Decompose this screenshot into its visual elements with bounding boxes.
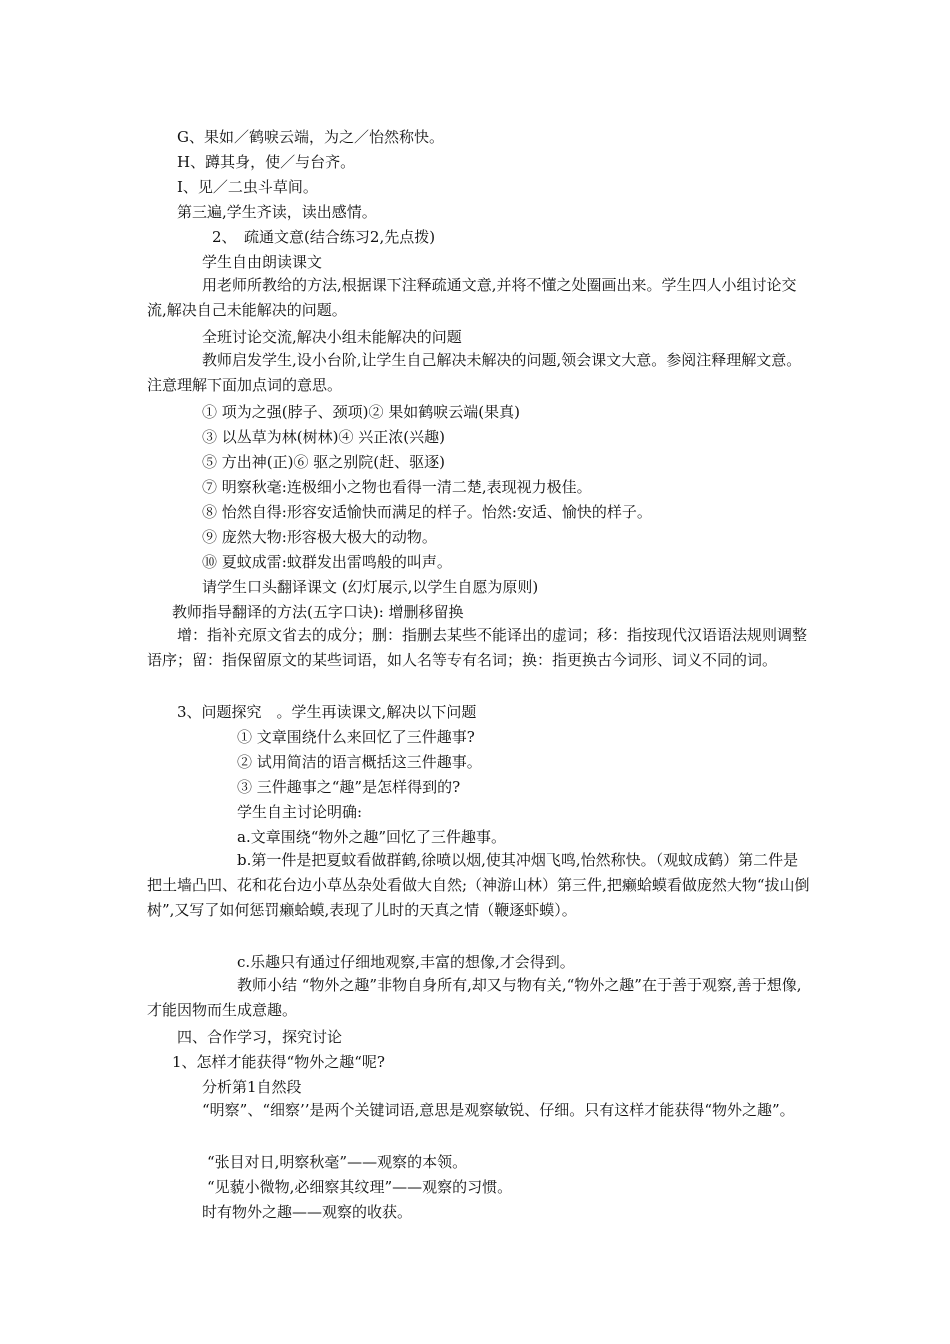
question-item: ③ 三件趣事之“趣”是怎样得到的? <box>237 778 461 796</box>
text-line: G、果如／鹤唳云端，为之／怡然称快。 <box>177 128 444 146</box>
list-item: ⑦ 明察秋毫:连极细小之物也看得一清二楚,表现视力极佳。 <box>202 478 592 496</box>
question-item: ① 文章围绕什么来回忆了三件趣事? <box>237 728 475 746</box>
text-line: 时有物外之趣——观察的收获。 <box>202 1203 413 1221</box>
question-item: ② 试用简洁的语言概括这三件趣事。 <box>237 753 482 771</box>
paragraph: 用老师所教给的方法,根据课下注释疏通文意,并将不懂之处圈画出来。学生四人小组讨论交流,解决自己未能解决的问题。 <box>147 276 797 319</box>
text-line: 教师指导翻译的方法(五字口诀): 增删移留换 <box>172 603 464 621</box>
paragraph: 增：指补充原文省去的成分；删：指删去某些不能译出的虚词；移：指按现代汉语语法规则调整语序；留：指保留原文的某些词语，如人名等专有名词；换：指更换古今词形、词义不同的词。 <box>147 626 808 669</box>
list-item: ⑩ 夏蚊成雷:蚊群发出雷鸣般的叫声。 <box>202 553 452 571</box>
paragraph: 教师启发学生,设小台阶,让学生自己解决未解决的问题,领会课文大意。参阅注释理解文意。注意理解下面加点词的意思。 <box>147 351 802 394</box>
text-line: “张目对日,明察秋毫”——观察的本领。 <box>207 1153 468 1171</box>
text-line: 请学生口头翻译课文 (幻灯展示,以学生自愿为原则) <box>202 578 539 596</box>
list-item: ③ 以丛草为林(树林)④ 兴正浓(兴趣) <box>202 428 445 446</box>
text-line: 分析第1自然段 <box>202 1078 302 1096</box>
section-heading: 3、问题探究 。学生再读课文,解决以下问题 <box>177 703 477 721</box>
text-line: 学生自主讨论明确: <box>237 803 363 821</box>
section-heading: 四、合作学习，探究讨论 <box>177 1028 343 1046</box>
text-line: 全班讨论交流,解决小组未能解决的问题 <box>202 328 462 346</box>
text-line: 第三遍,学生齐读，读出感情。 <box>177 203 377 221</box>
text-line: 1、怎样才能获得“物外之趣“呢? <box>172 1053 385 1071</box>
answer-item: c.乐趣只有通过仔细地观察,丰富的想像,才会得到。 <box>237 953 575 971</box>
section-heading: 2、 疏通文意(结合练习2,先点拨) <box>212 228 436 246</box>
text-line: 学生自由朗读课文 <box>202 253 323 271</box>
text-line: H、蹲其身，使／与台齐。 <box>177 153 356 171</box>
list-item: ⑤ 方出神(正)⑥ 驱之别院(赶、驱逐) <box>202 453 445 471</box>
list-item: ① 项为之强(脖子、颈项)② 果如鹤唳云端(果真) <box>202 403 520 421</box>
list-item: ⑨ 庞然大物:形容极大极大的动物。 <box>202 528 437 546</box>
paragraph: 教师小结 “物外之趣”非物自身所有,却又与物有关,“物外之趣”在于善于观察,善于想像,才能因物而生成意趣。 <box>147 976 802 1019</box>
answer-item: a.文章围绕“物外之趣”回忆了三件趣事。 <box>237 828 507 846</box>
text-line: “见藐小微物,必细察其纹理”——观察的习惯。 <box>207 1178 513 1196</box>
paragraph: “明察”、“细察’’是两个关键词语,意思是观察敏锐、仔细。只有这样才能获得“物外之趣”。 <box>202 1101 795 1119</box>
text-line: I、见／二虫斗草间。 <box>177 178 318 196</box>
list-item: ⑧ 怡然自得:形容安适愉快而满足的样子。怡然:安适、愉快的样子。 <box>202 503 652 521</box>
paragraph: b.第一件是把夏蚊看做群鹤,徐喷以烟,使其冲烟飞鸣,怡然称快。（观蚊成鹤）第二件是把土墙凸凹、花和花台边小草丛杂处看做大自然;（神游山林）第三件,把癞蛤蟆看做庞然大物“拔山倒树”,又写了如何惩罚癞蛤蟆,表现了儿时的天真之情（鞭逐虾蟆）。 <box>147 851 810 919</box>
